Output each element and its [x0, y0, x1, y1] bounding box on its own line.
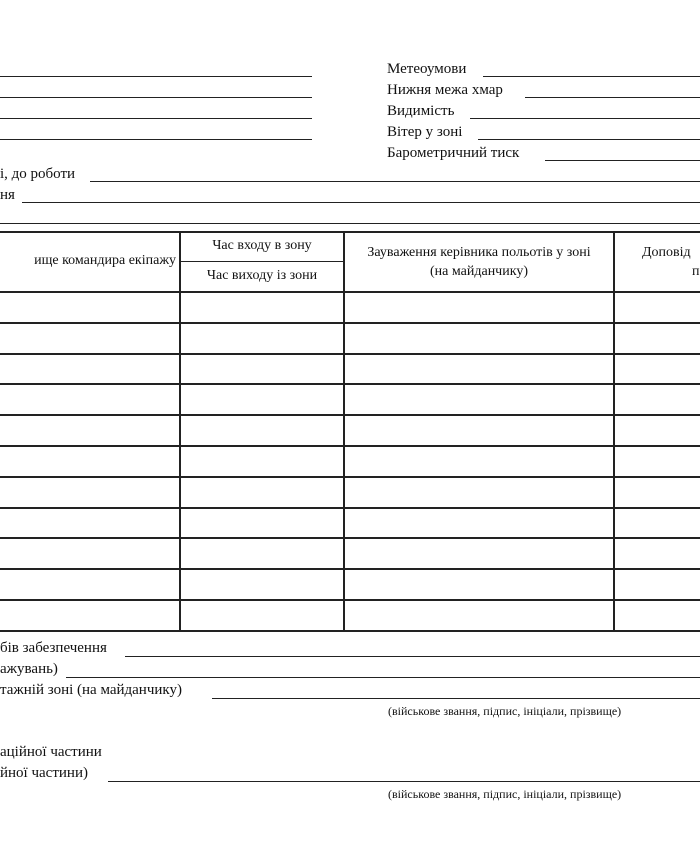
clouds-label: Нижня межа хмар [387, 82, 503, 98]
table-cell[interactable] [615, 385, 700, 413]
clouds-field[interactable] [525, 97, 700, 98]
table-cell[interactable] [615, 416, 700, 444]
signature-hint-2: (військове звання, підпис, ініціали, прізвище) [388, 787, 622, 801]
table-cell[interactable] [181, 447, 342, 475]
table-cell[interactable] [181, 601, 342, 629]
table-cell[interactable] [345, 324, 612, 352]
table-cell[interactable] [345, 539, 612, 567]
zone-label: тажній зоні (на майданчику) [0, 682, 182, 698]
table-cell[interactable] [0, 601, 178, 629]
table-cell[interactable] [345, 416, 612, 444]
table-cell[interactable] [615, 601, 700, 629]
table-cell[interactable] [0, 324, 178, 352]
pressure-field[interactable] [545, 160, 700, 161]
table-cell[interactable] [181, 539, 342, 567]
table-cell[interactable] [181, 324, 342, 352]
table-cell[interactable] [345, 509, 612, 537]
table-cell[interactable] [0, 385, 178, 413]
table-cell[interactable] [181, 509, 342, 537]
top-left-field-2[interactable] [0, 97, 312, 98]
table-col-divider-3 [613, 231, 615, 630]
top-left-field-4[interactable] [0, 139, 312, 140]
ready-to-work-label: і, до роботи [0, 166, 76, 182]
table-header-split [180, 261, 344, 262]
table-cell[interactable] [0, 509, 178, 537]
second-field[interactable] [22, 202, 700, 203]
unit-label-2: йної частини) [0, 765, 88, 781]
table-cell[interactable] [181, 478, 342, 506]
ready-to-work-field[interactable] [90, 181, 700, 182]
table-cell[interactable] [345, 478, 612, 506]
table-row-border [0, 630, 700, 632]
table-cell[interactable] [181, 570, 342, 598]
table-cell[interactable] [181, 355, 342, 383]
pressure-label: Барометричний тиск [387, 145, 520, 161]
remarks-field[interactable] [66, 677, 700, 678]
table-cell[interactable] [181, 416, 342, 444]
table-col-divider-2 [343, 231, 345, 630]
visibility-label: Видимість [387, 103, 455, 119]
weather-heading: Метеоумови [387, 61, 467, 77]
table-cell[interactable] [0, 539, 178, 567]
table-cell[interactable] [345, 355, 612, 383]
visibility-field[interactable] [470, 118, 700, 119]
support-field[interactable] [125, 656, 700, 657]
top-left-field-3[interactable] [0, 118, 312, 119]
header-commander: ище командира екіпажу [34, 253, 176, 268]
table-cell[interactable] [615, 324, 700, 352]
table-cell[interactable] [0, 447, 178, 475]
table-cell[interactable] [0, 355, 178, 383]
table-cell[interactable] [0, 570, 178, 598]
table-cell[interactable] [345, 570, 612, 598]
table-top-border [0, 231, 700, 233]
table-cell[interactable] [615, 478, 700, 506]
wind-field[interactable] [478, 139, 700, 140]
header-zone-entry: Час входу в зону [212, 238, 312, 253]
second-field-label: ня [0, 187, 15, 203]
table-cell[interactable] [345, 447, 612, 475]
table-cell[interactable] [345, 601, 612, 629]
table-cell[interactable] [615, 509, 700, 537]
table-cell[interactable] [615, 355, 700, 383]
wind-label: Вітер у зоні [387, 124, 463, 140]
table-cell[interactable] [345, 385, 612, 413]
header-zone-exit: Час виходу із зони [206, 268, 318, 283]
unit-field[interactable] [108, 781, 700, 782]
table-cell[interactable] [615, 293, 700, 321]
table-cell[interactable] [615, 447, 700, 475]
table-cell[interactable] [345, 293, 612, 321]
header-remarks-line1: Зауваження керівника польотів у зоні [367, 245, 591, 260]
signature-hint-1: (військове звання, підпис, ініціали, прізвище) [388, 704, 622, 718]
table-col-divider-1 [179, 231, 181, 630]
table-cell[interactable] [0, 416, 178, 444]
zone-field[interactable] [212, 698, 700, 699]
weather-field[interactable] [483, 76, 700, 77]
header-report-line2: п [692, 264, 700, 279]
header-remarks-line2: (на майданчику) [430, 264, 528, 279]
top-left-field-1[interactable] [0, 76, 312, 77]
support-label: бів забезпечення [0, 640, 107, 656]
table-cell[interactable] [615, 539, 700, 567]
table-cell[interactable] [0, 293, 178, 321]
third-field[interactable] [0, 223, 700, 224]
table-cell[interactable] [0, 478, 178, 506]
table-cell[interactable] [181, 385, 342, 413]
header-report-line1: Доповід [642, 245, 691, 260]
unit-label-1: аційної частини [0, 744, 102, 760]
remarks-label: ажувань) [0, 661, 58, 677]
table-cell[interactable] [181, 293, 342, 321]
table-cell[interactable] [615, 570, 700, 598]
